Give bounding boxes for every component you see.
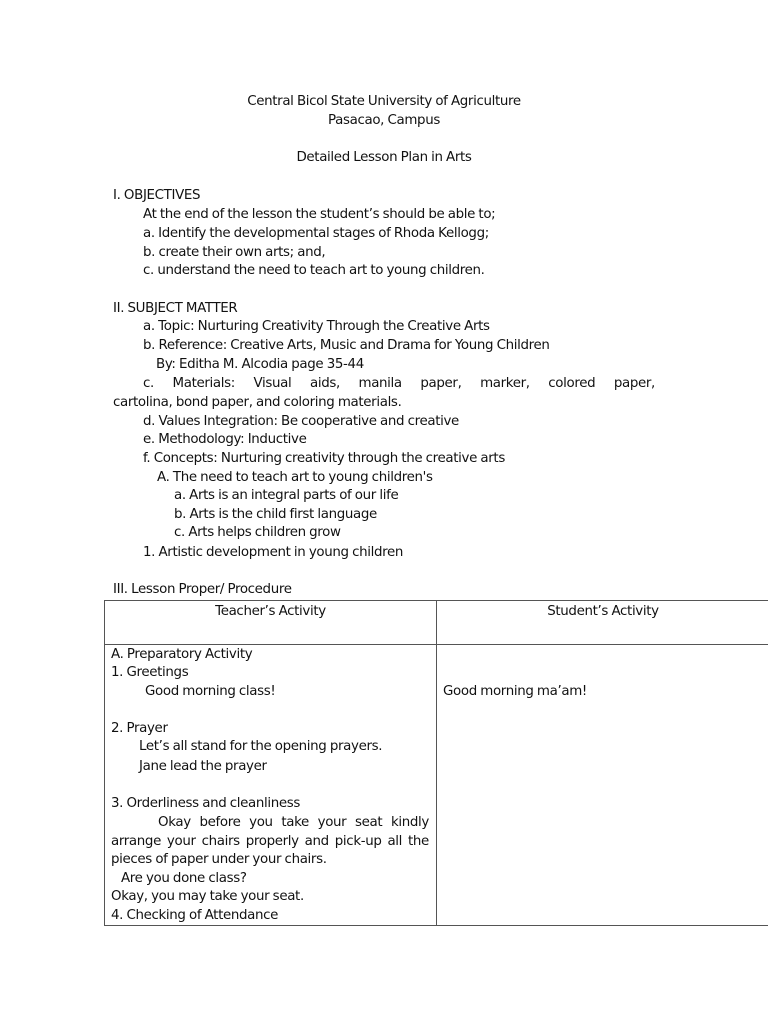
subject-reference: b. Reference: Creative Arts, Music and Drama for Young Children (143, 338, 550, 353)
orderliness-word: your (317, 815, 347, 830)
prayer-line: Jane lead the prayer (139, 759, 267, 774)
prayer-line: Let’s all stand for the opening prayers. (139, 739, 383, 754)
greetings-teacher: Good morning class! (145, 684, 276, 699)
subject-materials-continued: cartolina, bond paper, and coloring materials. (113, 395, 402, 410)
orderliness-word: arrange (111, 834, 161, 849)
orderliness-heading: 3. Orderliness and cleanliness (111, 796, 301, 811)
materials-word: colored (548, 376, 596, 391)
orderliness-line (158, 814, 429, 832)
orderliness-word: before (199, 815, 241, 830)
objectives-heading: I. OBJECTIVES (113, 188, 201, 203)
materials-word: marker, (480, 376, 530, 391)
concept-a-item: b. Arts is the child first language (174, 507, 377, 522)
objectives-intro: At the end of the lesson the student’s should be able to; (143, 207, 496, 222)
orderliness-word: all (387, 834, 403, 849)
attendance-heading: 4. Checking of Attendance (111, 908, 279, 923)
subject-reference-author: By: Editha M. Alcodia page 35-44 (156, 357, 364, 372)
preparatory-activity: A. Preparatory Activity (111, 647, 253, 662)
subject-materials-line (143, 375, 655, 393)
materials-word: Materials: (172, 376, 235, 391)
subject-values: d. Values Integration: Be cooperative and creative (143, 414, 459, 429)
orderliness-word: seat (355, 815, 383, 830)
orderliness-question: Are you done class? (121, 871, 247, 886)
campus-name: Pasacao, Campus (328, 113, 440, 128)
concept-a-item: c. Arts helps children grow (174, 525, 341, 540)
materials-word: c. (143, 376, 154, 391)
objective-item: b. create their own arts; and, (143, 245, 326, 260)
subject-methodology: e. Methodology: Inductive (143, 432, 307, 447)
header-divider (105, 644, 768, 645)
column-divider (436, 601, 437, 925)
orderliness-word: and (304, 834, 329, 849)
orderliness-line: Okay, you may take your seat. (111, 889, 304, 904)
document-title: Detailed Lesson Plan in Arts (296, 150, 472, 165)
materials-word: Visual (253, 376, 292, 391)
objective-item: c. understand the need to teach art to young children. (143, 263, 485, 278)
orderliness-line: pieces of paper under your chairs. (111, 852, 327, 867)
materials-word: manila (358, 376, 402, 391)
objective-item: a. Identify the developmental stages of Rhoda Kellogg; (143, 226, 489, 241)
orderliness-word: the (408, 834, 429, 849)
subject-matter-heading: II. SUBJECT MATTER (113, 301, 238, 316)
subject-topic: a. Topic: Nurturing Creativity Through the Creative Arts (143, 319, 490, 334)
orderliness-word: kindly (390, 815, 429, 830)
materials-word: paper, (420, 376, 462, 391)
subject-concepts: f. Concepts: Nurturing creativity through the creative arts (143, 451, 505, 466)
orderliness-word: you (249, 815, 273, 830)
teacher-activity-header: Teacher’s Activity (215, 604, 326, 619)
orderliness-word: take (281, 815, 309, 830)
prayer-heading: 2. Prayer (111, 721, 168, 736)
materials-word: paper, (613, 376, 655, 391)
procedure-heading: III. Lesson Proper/ Procedure (113, 582, 292, 597)
orderliness-word: properly (245, 834, 299, 849)
orderliness-word: your (166, 834, 196, 849)
concept-a: A. The need to teach art to young children's (157, 470, 433, 485)
greetings-heading: 1. Greetings (111, 665, 189, 680)
orderliness-word: Okay (158, 815, 191, 830)
orderliness-line (111, 833, 429, 851)
student-activity-header: Student’s Activity (547, 604, 659, 619)
procedure-table (104, 600, 768, 926)
orderliness-word: pick-up (334, 834, 382, 849)
university-name: Central Bicol State University of Agriculture (247, 94, 521, 109)
greetings-student: Good morning ma’am! (443, 684, 587, 699)
concept-a-item: a. Arts is an integral parts of our life (174, 488, 399, 503)
concept-1: 1. Artistic development in young children (143, 545, 404, 560)
orderliness-word: chairs (201, 834, 240, 849)
materials-word: aids, (309, 376, 340, 391)
